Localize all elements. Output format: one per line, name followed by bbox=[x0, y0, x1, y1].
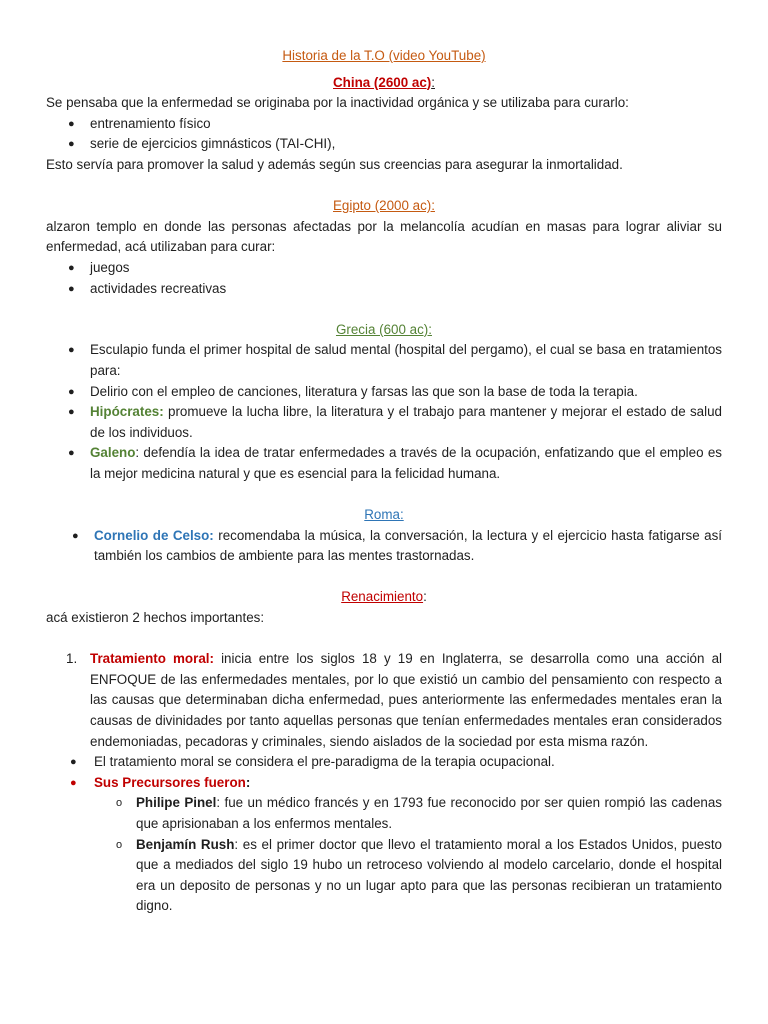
bullet-icon: ● bbox=[68, 385, 75, 398]
person-name: Galeno bbox=[90, 445, 136, 461]
list-item: ● Sus Precursores fueron: bbox=[46, 773, 722, 794]
list-item: o Philipe Pinel: fue un médico francés y en 1793 fue reconocido por ser quien rompió las cadenas que aprisionaban a los enfermos mentales. bbox=[116, 795, 722, 831]
title-text: Historia de la T.O (video YouTube) bbox=[282, 48, 486, 63]
precursores-label: Sus Precursores fueron bbox=[94, 774, 246, 790]
precursores-list bbox=[46, 793, 722, 917]
list-item: ● Hipócrates: promueve la lucha libre, la literatura y el trabajo para mantener y mejorar el estado de salud de los individuos. bbox=[68, 404, 722, 440]
bullet-icon: ● bbox=[68, 138, 75, 151]
bullet-icon: ● bbox=[68, 261, 75, 274]
bullet-icon: ● bbox=[68, 117, 75, 130]
bullet-icon: ● bbox=[72, 529, 79, 542]
list-item: ● serie de ejercicios gimnásticos (TAI-CHI), bbox=[46, 134, 722, 155]
renacimiento-intro: acá existieron 2 hechos importantes: bbox=[46, 610, 265, 626]
list-item: ● Cornelio de Celso: recomendaba la música, la conversación, la lectura y el ejercicio hasta fatigarse así también los cambios de ambiente para las mentes trastornadas. bbox=[72, 527, 722, 564]
roma-list bbox=[46, 526, 722, 567]
china-intro: Se pensaba que la enfermedad se originaba por la inactividad orgánica y se utilizaba para curarlo: bbox=[46, 95, 629, 111]
egipto-list bbox=[46, 258, 722, 299]
list-item: ● Galeno: defendía la idea de tratar enfermedades a través de la ocupación, enfatizando que el empleo es la mejor medicina natural y que es esencial para la felicidad humana. bbox=[68, 445, 722, 481]
bullet-icon: ● bbox=[68, 344, 75, 357]
bullet-icon: ● bbox=[68, 282, 75, 295]
list-item: o Benjamín Rush: es el primer doctor que llevo el tratamiento moral a los Estados Unidos, puesto que a mediados del siglo 19 hubo un retroceso volviendo al modelo carcelario, donde el hospital era un deposito de personas y no un lugar apto para que las personas recibieran un tratamiento digno. bbox=[116, 836, 723, 914]
roma-heading: Roma: bbox=[364, 507, 404, 523]
bullet-icon: ● bbox=[68, 447, 75, 460]
list-item: ● El tratamiento moral se considera el pre-paradigma de la terapia ocupacional. bbox=[46, 752, 722, 773]
grecia-list bbox=[46, 340, 722, 484]
grecia-heading: Grecia (600 ac): bbox=[335, 321, 432, 337]
circle-bullet-icon: o bbox=[116, 797, 123, 810]
bullet-icon: ● bbox=[68, 406, 75, 419]
list-number: 1. bbox=[66, 651, 78, 667]
china-list bbox=[46, 114, 722, 155]
person-name: Philipe Pinel bbox=[136, 795, 217, 811]
person-name: Benjamín Rush bbox=[136, 836, 235, 852]
bullet-icon: ● bbox=[70, 776, 77, 789]
document-title bbox=[46, 46, 722, 67]
list-item: ● actividades recreativas bbox=[46, 279, 722, 300]
china-heading: China (2600 ac): bbox=[333, 74, 435, 90]
person-name: Cornelio de Celso: bbox=[94, 527, 214, 543]
list-item: ● Delirio con el empleo de canciones, literatura y farsas las que son la base de toda la terapia. bbox=[46, 382, 722, 403]
renacimiento-numbered-list bbox=[46, 649, 722, 752]
renacimiento-heading: Renacimiento: bbox=[341, 589, 427, 605]
list-item: ● juegos bbox=[46, 258, 722, 279]
bullet-icon: ● bbox=[70, 756, 77, 769]
list-item: ● entrenamiento físico bbox=[46, 114, 722, 135]
person-name: Hipócrates: bbox=[90, 404, 164, 420]
egipto-intro: alzaron templo en donde las personas afectadas por la melancolía acudían en masas para lograr aliviar su enfermedad, acá utilizaban para curar: bbox=[46, 218, 722, 255]
china-outro: Esto servía para promover la salud y además según sus creencias para asegurar la inmortalidad. bbox=[46, 156, 623, 172]
term-name: Tratamiento moral: bbox=[90, 651, 214, 667]
renacimiento-list bbox=[46, 752, 722, 793]
circle-bullet-icon: o bbox=[116, 838, 123, 851]
list-item: ● Esculapio funda el primer hospital de salud mental (hospital del pergamo), el cual se basa en tratamientos para: bbox=[68, 342, 722, 378]
list-item: 1. Tratamiento moral: inicia entre los siglos 18 y 19 en Inglaterra, se desarrolla como una acción al ENFOQUE de las enfermedades mentales, por lo que existió un cambio del pensamiento con respecto a las causas que determinaban dicha enfermedad, pues anteriormente las enfermedades mentales eran la causas de divinidades por tanto aquellas personas que tenían enfermedades mentales eran considerados endemoniadas, pecadoras y criminales, siendo aislados de la sociedad por esta misma razón. bbox=[66, 651, 722, 749]
egipto-heading: Egipto (2000 ac): bbox=[333, 198, 435, 214]
